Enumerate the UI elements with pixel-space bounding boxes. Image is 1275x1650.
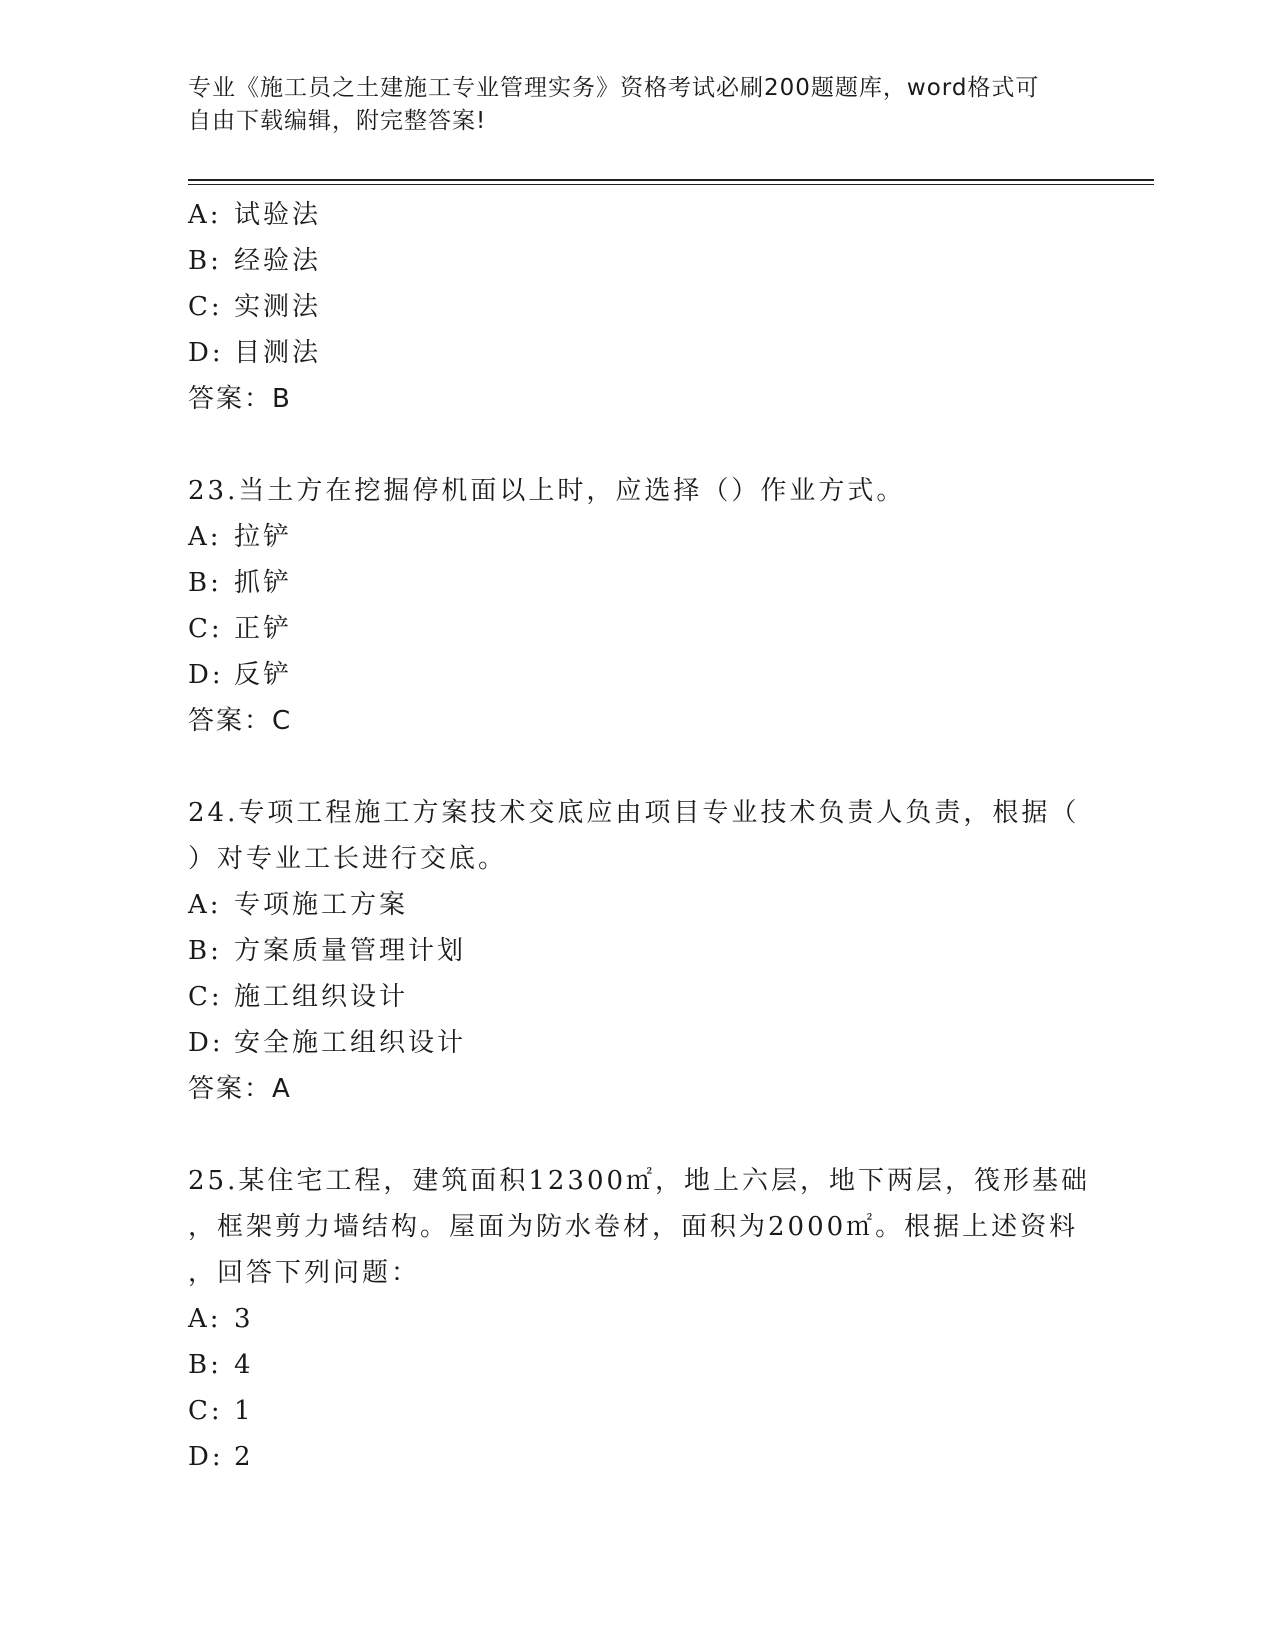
option-a [188,192,1088,238]
option-a [188,882,1088,928]
option-text: 3 [234,1304,254,1334]
question-23 [188,468,1088,744]
option-c [188,974,1088,1020]
question-stem-line-2: ）对专业工长进行交底。 [188,844,508,874]
option-text: 目测法 [234,338,322,368]
option-letter: A: [188,200,222,230]
option-text: 抓铲 [234,568,293,598]
option-letter: B: [188,1350,222,1380]
option-letter: A: [188,522,222,552]
option-letter: D: [188,660,224,690]
option-text: 1 [234,1396,254,1426]
question-stem-line-1: 25.某住宅工程，建筑面积12300㎡，地上六层，地下两层，筏形基础 [188,1166,1091,1196]
question-list [188,192,1091,1480]
option-b [188,238,1088,284]
question-stem-line-1: 24.专项工程施工方案技术交底应由项目专业技术负责人负责，根据（ [188,798,1080,828]
option-text: 安全施工组织设计 [234,1028,467,1058]
header-divider-thick [188,179,1154,181]
option-letter: C: [188,982,223,1012]
option-letter: A: [188,890,222,920]
option-c [188,284,1088,330]
option-text: 2 [234,1442,254,1472]
option-b [188,928,1088,974]
question-stem-line-2: ，框架剪力墙结构。屋面为防水卷材，面积为2000㎡。根据上述资料 [188,1212,1079,1242]
option-text: 反铲 [234,660,293,690]
question-stem-line-3: ，回答下列问题： [188,1258,421,1288]
option-letter: C: [188,1396,223,1426]
option-c [188,1388,1088,1434]
spacer [188,744,1088,790]
option-letter: B: [188,936,222,966]
header-line-1: 专业《施工员之土建施工专业管理实务》资格考试必刷200题题库，word格式可 [188,75,1040,101]
option-a [188,1296,1088,1342]
option-d [188,652,1088,698]
option-text: 拉铲 [234,522,293,552]
question-22 [188,192,1088,422]
option-a [188,514,1088,560]
option-letter: C: [188,614,223,644]
option-letter: B: [188,246,222,276]
answer-line: 答案：B [188,384,292,414]
option-text: 实测法 [234,292,322,322]
option-d [188,1434,1088,1480]
option-letter: B: [188,568,222,598]
spacer [188,422,1088,468]
option-letter: D: [188,338,224,368]
option-letter: C: [188,292,223,322]
option-b [188,1342,1088,1388]
option-text: 方案质量管理计划 [234,936,467,966]
option-text: 4 [234,1350,254,1380]
option-d [188,1020,1088,1066]
option-c [188,606,1088,652]
option-text: 施工组织设计 [234,982,409,1012]
question-25 [188,1158,1091,1480]
option-text: 经验法 [234,246,322,276]
option-letter: A: [188,1304,222,1334]
option-text: 正铲 [234,614,293,644]
document-header [188,72,1068,138]
answer-line: 答案：C [188,706,293,736]
option-text: 专项施工方案 [234,890,409,920]
question-stem: 23.当土方在挖掘停机面以上时，应选择（）作业方式。 [188,476,906,506]
header-divider-thin [188,184,1154,185]
option-d [188,330,1088,376]
option-letter: D: [188,1028,224,1058]
answer-line: 答案：A [188,1074,292,1104]
spacer [188,1112,1088,1158]
option-letter: D: [188,1442,224,1472]
option-text: 试验法 [234,200,322,230]
option-b [188,560,1088,606]
question-24 [188,790,1088,1112]
header-line-2: 自由下载编辑，附完整答案! [188,108,487,134]
